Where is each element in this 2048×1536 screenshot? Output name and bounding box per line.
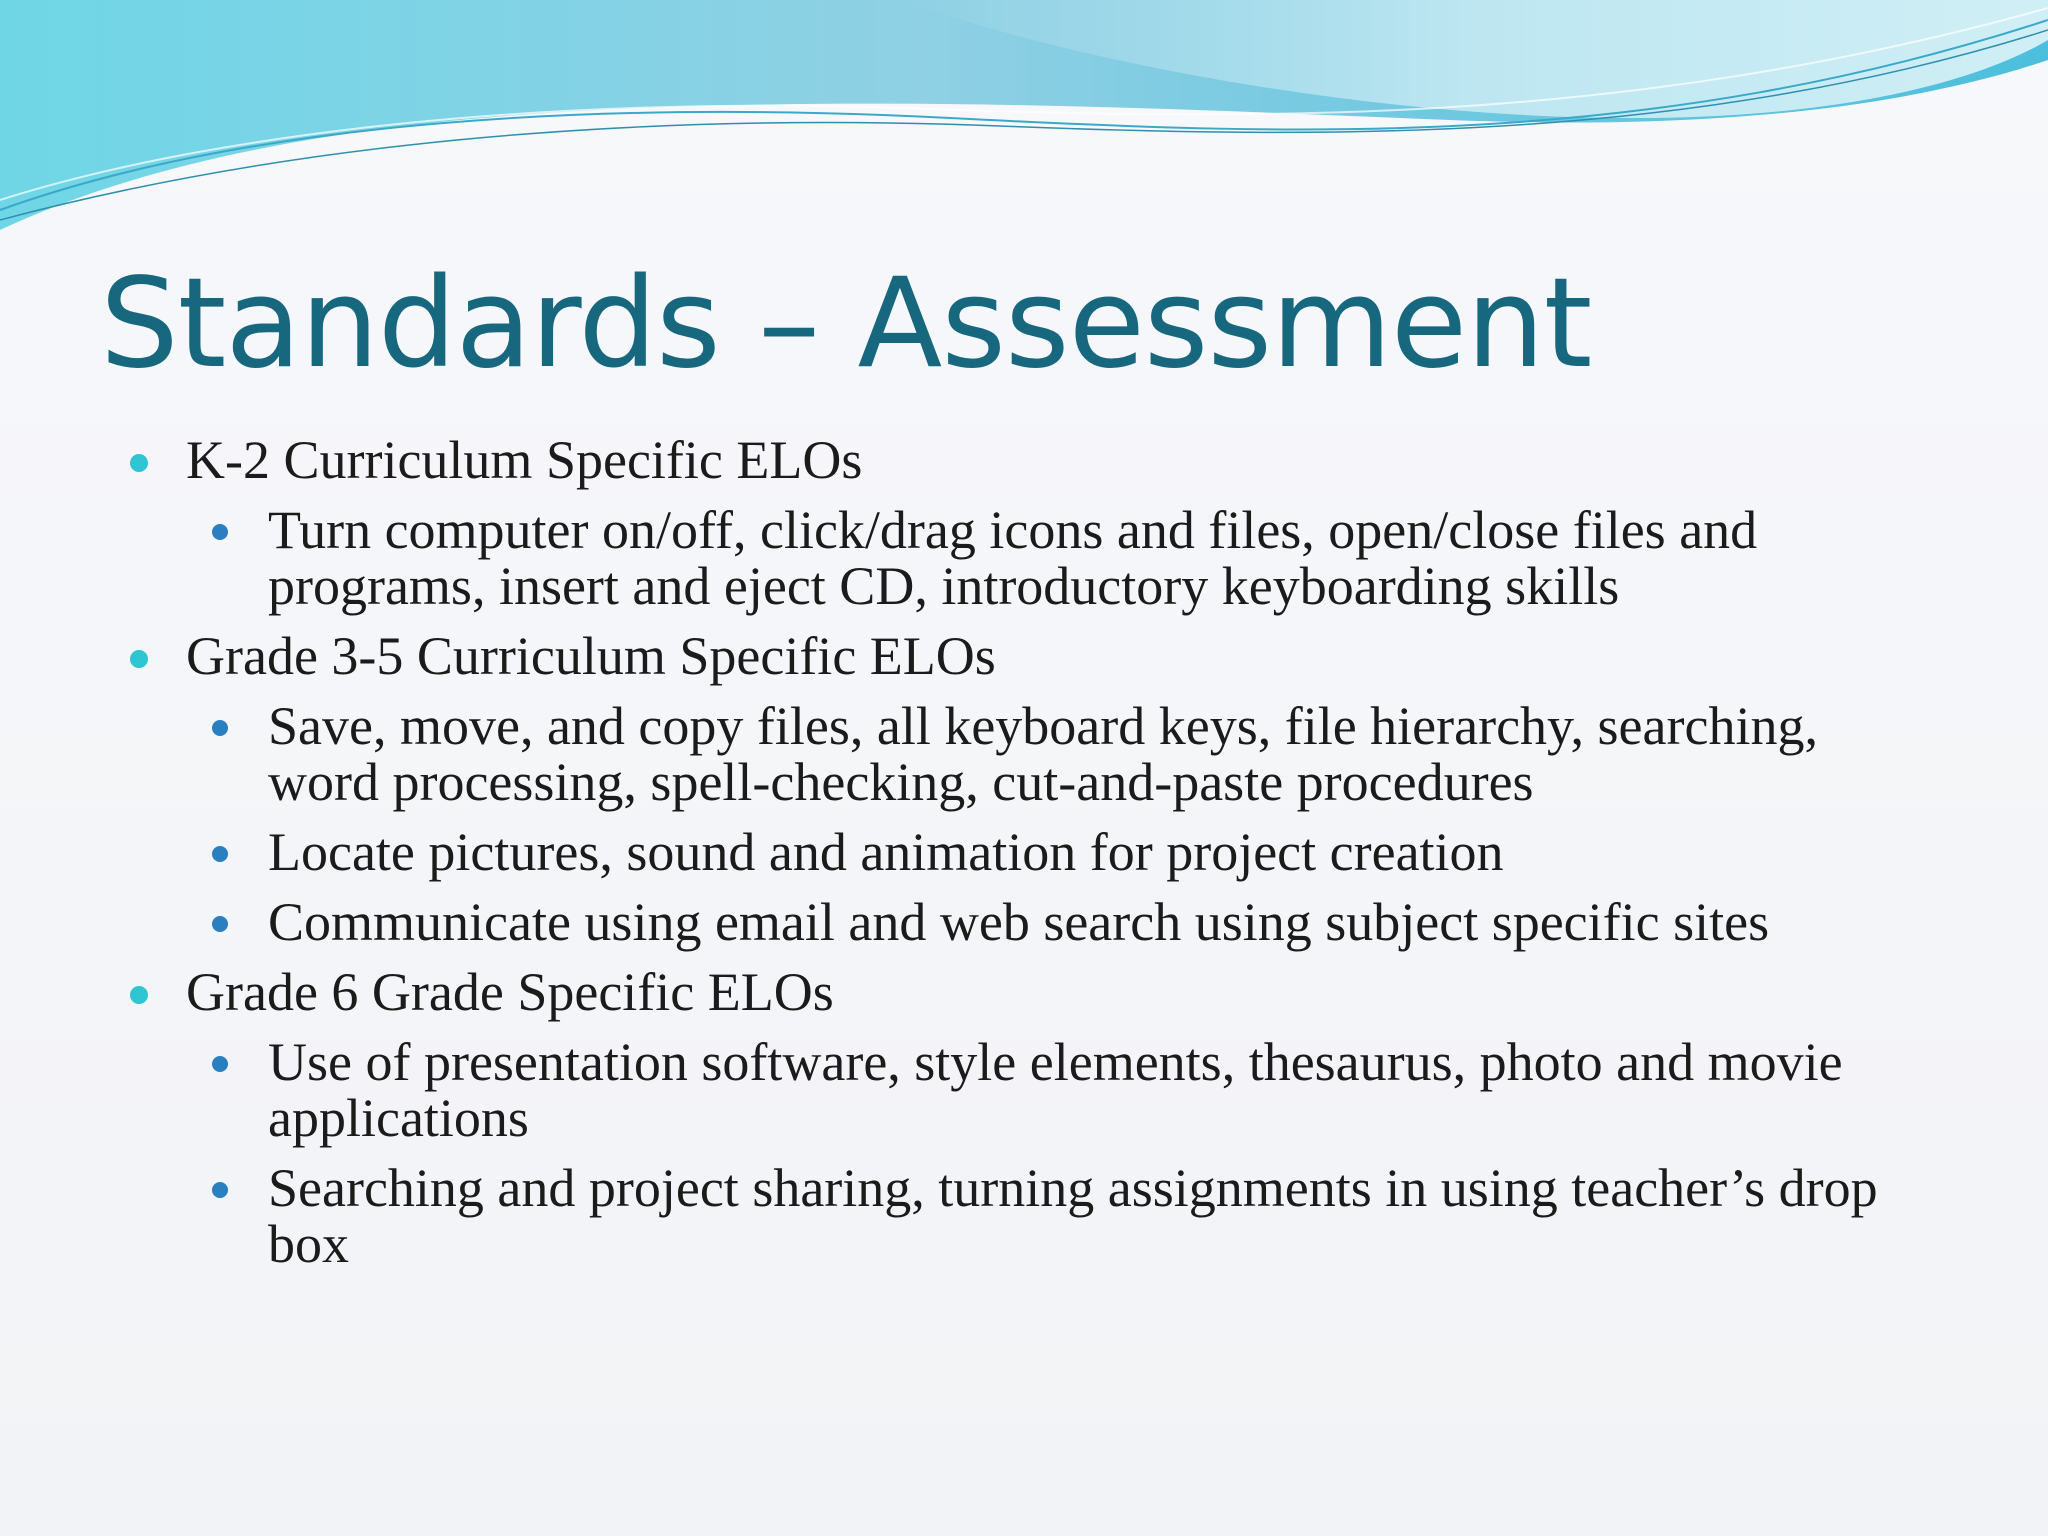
bullet-text: Grade 3-5 Curriculum Specific ELOs <box>186 626 996 686</box>
sub-bullet-text: Turn computer on/off, click/drag icons and files, open/close files and programs, insert and eject CD, introductory keyboarding skills <box>268 500 1758 616</box>
sub-bullet-item <box>212 698 1930 810</box>
sub-bullet-item <box>212 894 1930 950</box>
sub-bullet-dot-icon <box>212 1056 228 1072</box>
bullet-text: Grade 6 Grade Specific ELOs <box>186 962 834 1022</box>
sub-bullet-dot-icon <box>212 846 228 862</box>
sub-bullet-text: Searching and project sharing, turning assignments in using teacher’s drop box <box>268 1158 1878 1274</box>
bullet-item <box>130 628 1930 684</box>
bullet-list <box>130 432 1930 1272</box>
sub-bullet-text: Locate pictures, sound and animation for project creation <box>268 822 1504 882</box>
sub-bullet-item <box>212 1160 1930 1272</box>
sub-bullet-dot-icon <box>212 1182 228 1198</box>
sub-bullet-dot-icon <box>212 524 228 540</box>
sub-bullet-item <box>212 1034 1930 1146</box>
slide-title: Standards – Assessment <box>100 252 1592 396</box>
bullet-dot-icon <box>130 986 148 1004</box>
bullet-dot-icon <box>130 650 148 668</box>
bullet-item <box>130 964 1930 1020</box>
sub-bullet-dot-icon <box>212 720 228 736</box>
bullet-text: K-2 Curriculum Specific ELOs <box>186 430 863 490</box>
bullet-dot-icon <box>130 454 148 472</box>
sub-bullet-item <box>212 824 1930 880</box>
sub-bullet-item <box>212 502 1930 614</box>
sub-bullet-dot-icon <box>212 916 228 932</box>
sub-bullet-text: Communicate using email and web search using subject specific sites <box>268 892 1770 952</box>
sub-bullet-text: Save, move, and copy files, all keyboard keys, file hierarchy, searching, word processing, spell-checking, cut-and-paste procedures <box>268 696 1818 812</box>
sub-bullet-text: Use of presentation software, style elements, thesaurus, photo and movie applications <box>268 1032 1843 1148</box>
bullet-item <box>130 432 1930 488</box>
wave-banner-decoration <box>0 0 2048 240</box>
